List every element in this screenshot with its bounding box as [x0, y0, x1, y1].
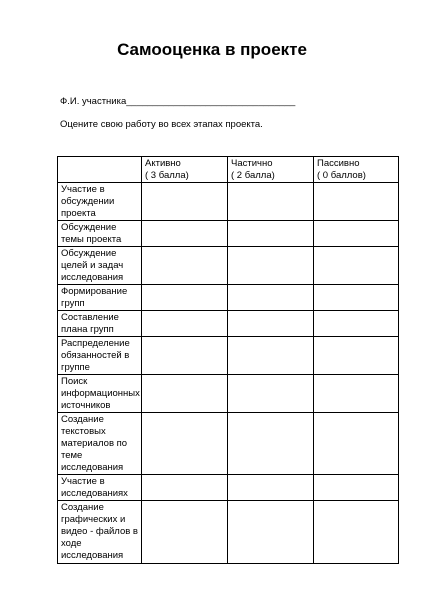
score-cell-active[interactable]: [142, 183, 228, 221]
table-row: [58, 221, 399, 247]
stage-label-line: проекта: [61, 208, 96, 219]
table-row: [58, 337, 399, 375]
participant-name-field[interactable]: Ф.И. участника________________________________: [60, 96, 296, 107]
score-cell-partial[interactable]: [228, 501, 314, 564]
header-empty-cell: [58, 157, 142, 183]
stage-label-line: групп: [61, 298, 85, 309]
stage-label-line: исследования: [61, 462, 124, 473]
header-name: Пассивно: [317, 158, 360, 169]
score-cell-active[interactable]: [142, 375, 228, 413]
stage-label-line: Обсуждение: [61, 222, 117, 233]
score-cell-partial[interactable]: [228, 475, 314, 501]
stage-label-line: видео - файлов в: [61, 526, 138, 537]
score-cell-active[interactable]: [142, 311, 228, 337]
score-cell-passive[interactable]: [314, 311, 399, 337]
score-cell-active[interactable]: [142, 501, 228, 564]
score-cell-partial[interactable]: [228, 413, 314, 475]
header-cell-passive: [314, 157, 399, 183]
score-cell-active[interactable]: [142, 475, 228, 501]
table-row: [58, 375, 399, 413]
header-score: ( 3 балла): [145, 170, 189, 181]
table-row: [58, 285, 399, 311]
stage-label-line: Формирование: [61, 286, 128, 297]
score-cell-partial[interactable]: [228, 285, 314, 311]
stage-label-cell: [58, 285, 142, 311]
stage-label-line: исследования: [61, 550, 124, 561]
stage-label-line: плана групп: [61, 324, 114, 335]
stage-label-line: Участие в: [61, 476, 105, 487]
stage-label-line: Поиск: [61, 376, 88, 387]
instruction-text: Оцените свою работу во всех этапах проекта.: [60, 119, 263, 130]
header-name: Частично: [231, 158, 273, 169]
stage-label-line: материалов по: [61, 438, 128, 449]
stage-label-line: исследованиях: [61, 488, 128, 499]
header-score: ( 0 баллов): [317, 170, 366, 181]
score-cell-partial[interactable]: [228, 247, 314, 285]
score-cell-passive[interactable]: [314, 375, 399, 413]
stage-label-line: теме: [61, 450, 83, 461]
score-cell-passive[interactable]: [314, 221, 399, 247]
stage-label-cell: [58, 311, 142, 337]
stage-label-line: текстовых: [61, 426, 106, 437]
table-row: [58, 501, 399, 564]
score-cell-partial[interactable]: [228, 183, 314, 221]
score-cell-active[interactable]: [142, 413, 228, 475]
score-cell-active[interactable]: [142, 247, 228, 285]
score-cell-active[interactable]: [142, 337, 228, 375]
score-cell-passive[interactable]: [314, 183, 399, 221]
stage-label-line: темы проекта: [61, 234, 122, 245]
table-row: [58, 247, 399, 285]
header-score: ( 2 балла): [231, 170, 275, 181]
score-cell-passive[interactable]: [314, 413, 399, 475]
header-name: Активно: [145, 158, 181, 169]
page-title: Самооценка в проекте: [117, 40, 307, 59]
header-cell-partial: [228, 157, 314, 183]
table-row: [58, 475, 399, 501]
stage-label-line: Создание: [61, 502, 104, 513]
stage-label-line: исследования: [61, 272, 124, 283]
stage-label-line: ходе: [61, 538, 82, 549]
score-cell-active[interactable]: [142, 221, 228, 247]
stage-label-line: группе: [61, 362, 90, 373]
score-cell-passive[interactable]: [314, 285, 399, 311]
table-row: [58, 413, 399, 475]
stage-label-cell: [58, 501, 142, 564]
stage-label-cell: [58, 247, 142, 285]
stage-label-cell: [58, 375, 142, 413]
stage-label-line: Участие в: [61, 184, 105, 195]
stage-label-line: обсуждении: [61, 196, 115, 207]
stage-label-line: Распределение: [61, 338, 130, 349]
table-header-row: [58, 157, 399, 183]
table-row: [58, 183, 399, 221]
score-cell-active[interactable]: [142, 285, 228, 311]
score-cell-passive[interactable]: [314, 501, 399, 564]
stage-label-line: Обсуждение: [61, 248, 117, 259]
stage-label-line: графических и: [61, 514, 126, 525]
table-row: [58, 311, 399, 337]
score-cell-passive[interactable]: [314, 337, 399, 375]
stage-label-line: Составление: [61, 312, 119, 323]
stage-label-line: целей и задач: [61, 260, 124, 271]
stage-label-cell: [58, 475, 142, 501]
score-cell-partial[interactable]: [228, 337, 314, 375]
self-assessment-table: [57, 156, 399, 564]
stage-label-line: обязанностей в: [61, 350, 130, 361]
score-cell-partial[interactable]: [228, 375, 314, 413]
stage-label-cell: [58, 221, 142, 247]
stage-label-line: Создание: [61, 414, 104, 425]
header-cell-active: [142, 157, 228, 183]
score-cell-partial[interactable]: [228, 221, 314, 247]
score-cell-passive[interactable]: [314, 247, 399, 285]
stage-label-cell: [58, 183, 142, 221]
score-cell-partial[interactable]: [228, 311, 314, 337]
stage-label-cell: [58, 413, 142, 475]
score-cell-passive[interactable]: [314, 475, 399, 501]
stage-label-line: информационных: [61, 388, 140, 399]
stage-label-cell: [58, 337, 142, 375]
stage-label-line: источников: [61, 400, 111, 411]
